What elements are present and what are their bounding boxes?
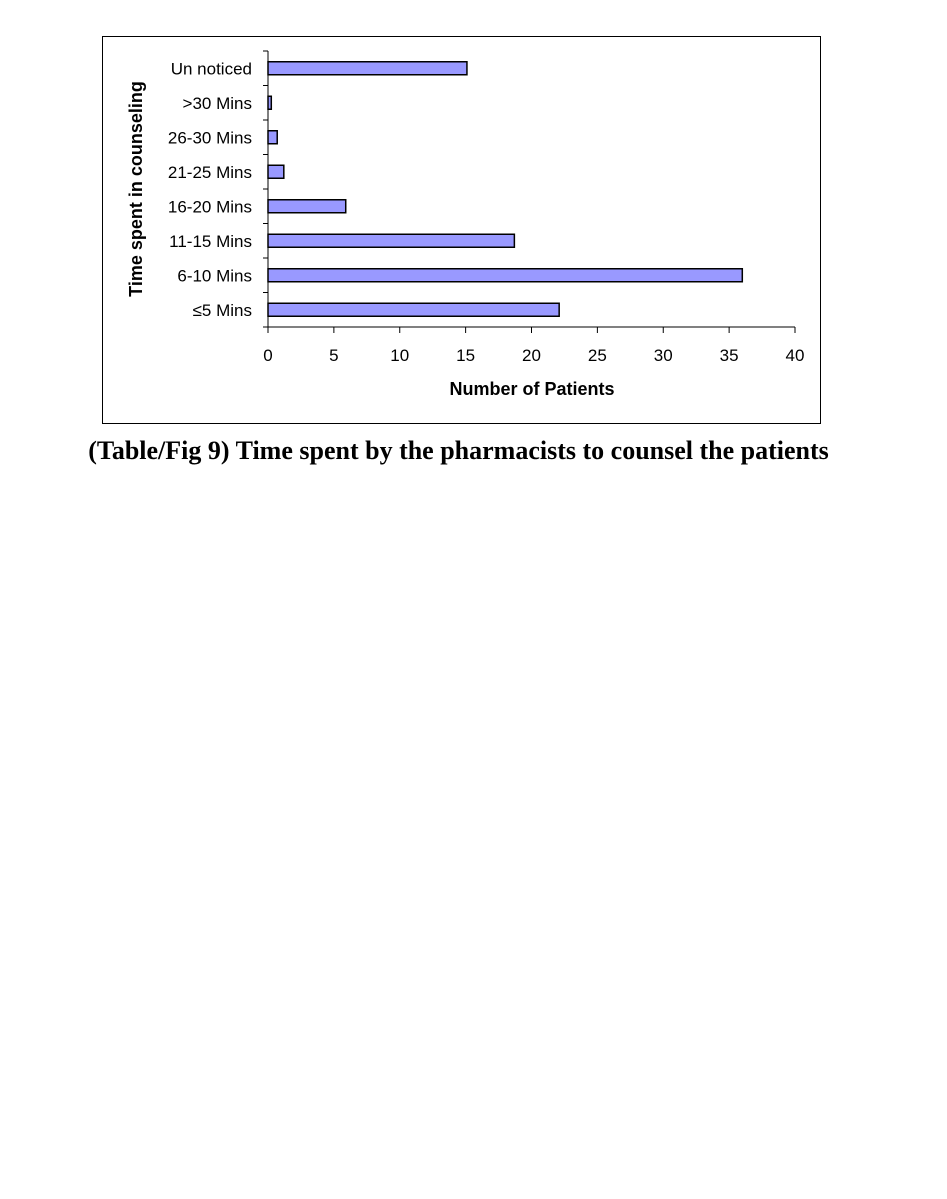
tick-labels [168, 59, 805, 365]
x-tick-label: 10 [390, 346, 410, 365]
bar-chart [103, 37, 822, 425]
x-axis-title: Number of Patients [449, 379, 615, 399]
y-tick-label: 26-30 Mins [167, 128, 252, 148]
chart-area [102, 36, 821, 424]
y-tick-label: >30 Mins [182, 93, 252, 113]
y-tick-label: Un noticed [170, 59, 252, 79]
y-tick-label: 6-10 Mins [177, 266, 252, 286]
x-tick-label: 20 [522, 346, 541, 365]
y-tick-label: ≤5 Mins [192, 300, 252, 320]
y-tick-label: 21-25 Mins [167, 162, 252, 182]
bars [268, 62, 742, 317]
x-tick-label: 30 [653, 346, 673, 365]
bar-5 [268, 131, 277, 144]
axes [263, 51, 795, 333]
bar-7 [268, 62, 467, 75]
bar-0 [268, 303, 559, 316]
y-tick-label: 16-20 Mins [167, 197, 252, 217]
x-tick-label: 35 [719, 346, 739, 365]
bar-1 [268, 269, 742, 282]
x-tick-label: 40 [785, 346, 805, 365]
x-tick-label: 15 [456, 346, 476, 365]
y-axis-title: Time spent in counseling [126, 81, 146, 297]
bar-2 [268, 234, 514, 247]
bar-3 [268, 200, 346, 213]
x-tick-label: 25 [587, 346, 607, 365]
x-tick-label: 5 [329, 346, 339, 365]
bar-4 [268, 165, 284, 178]
x-tick-label: 0 [263, 346, 273, 365]
figure-caption: (Table/Fig 9) Time spent by the pharmacists to counsel the patients [88, 436, 829, 465]
y-tick-label: 11-15 Mins [169, 231, 252, 251]
